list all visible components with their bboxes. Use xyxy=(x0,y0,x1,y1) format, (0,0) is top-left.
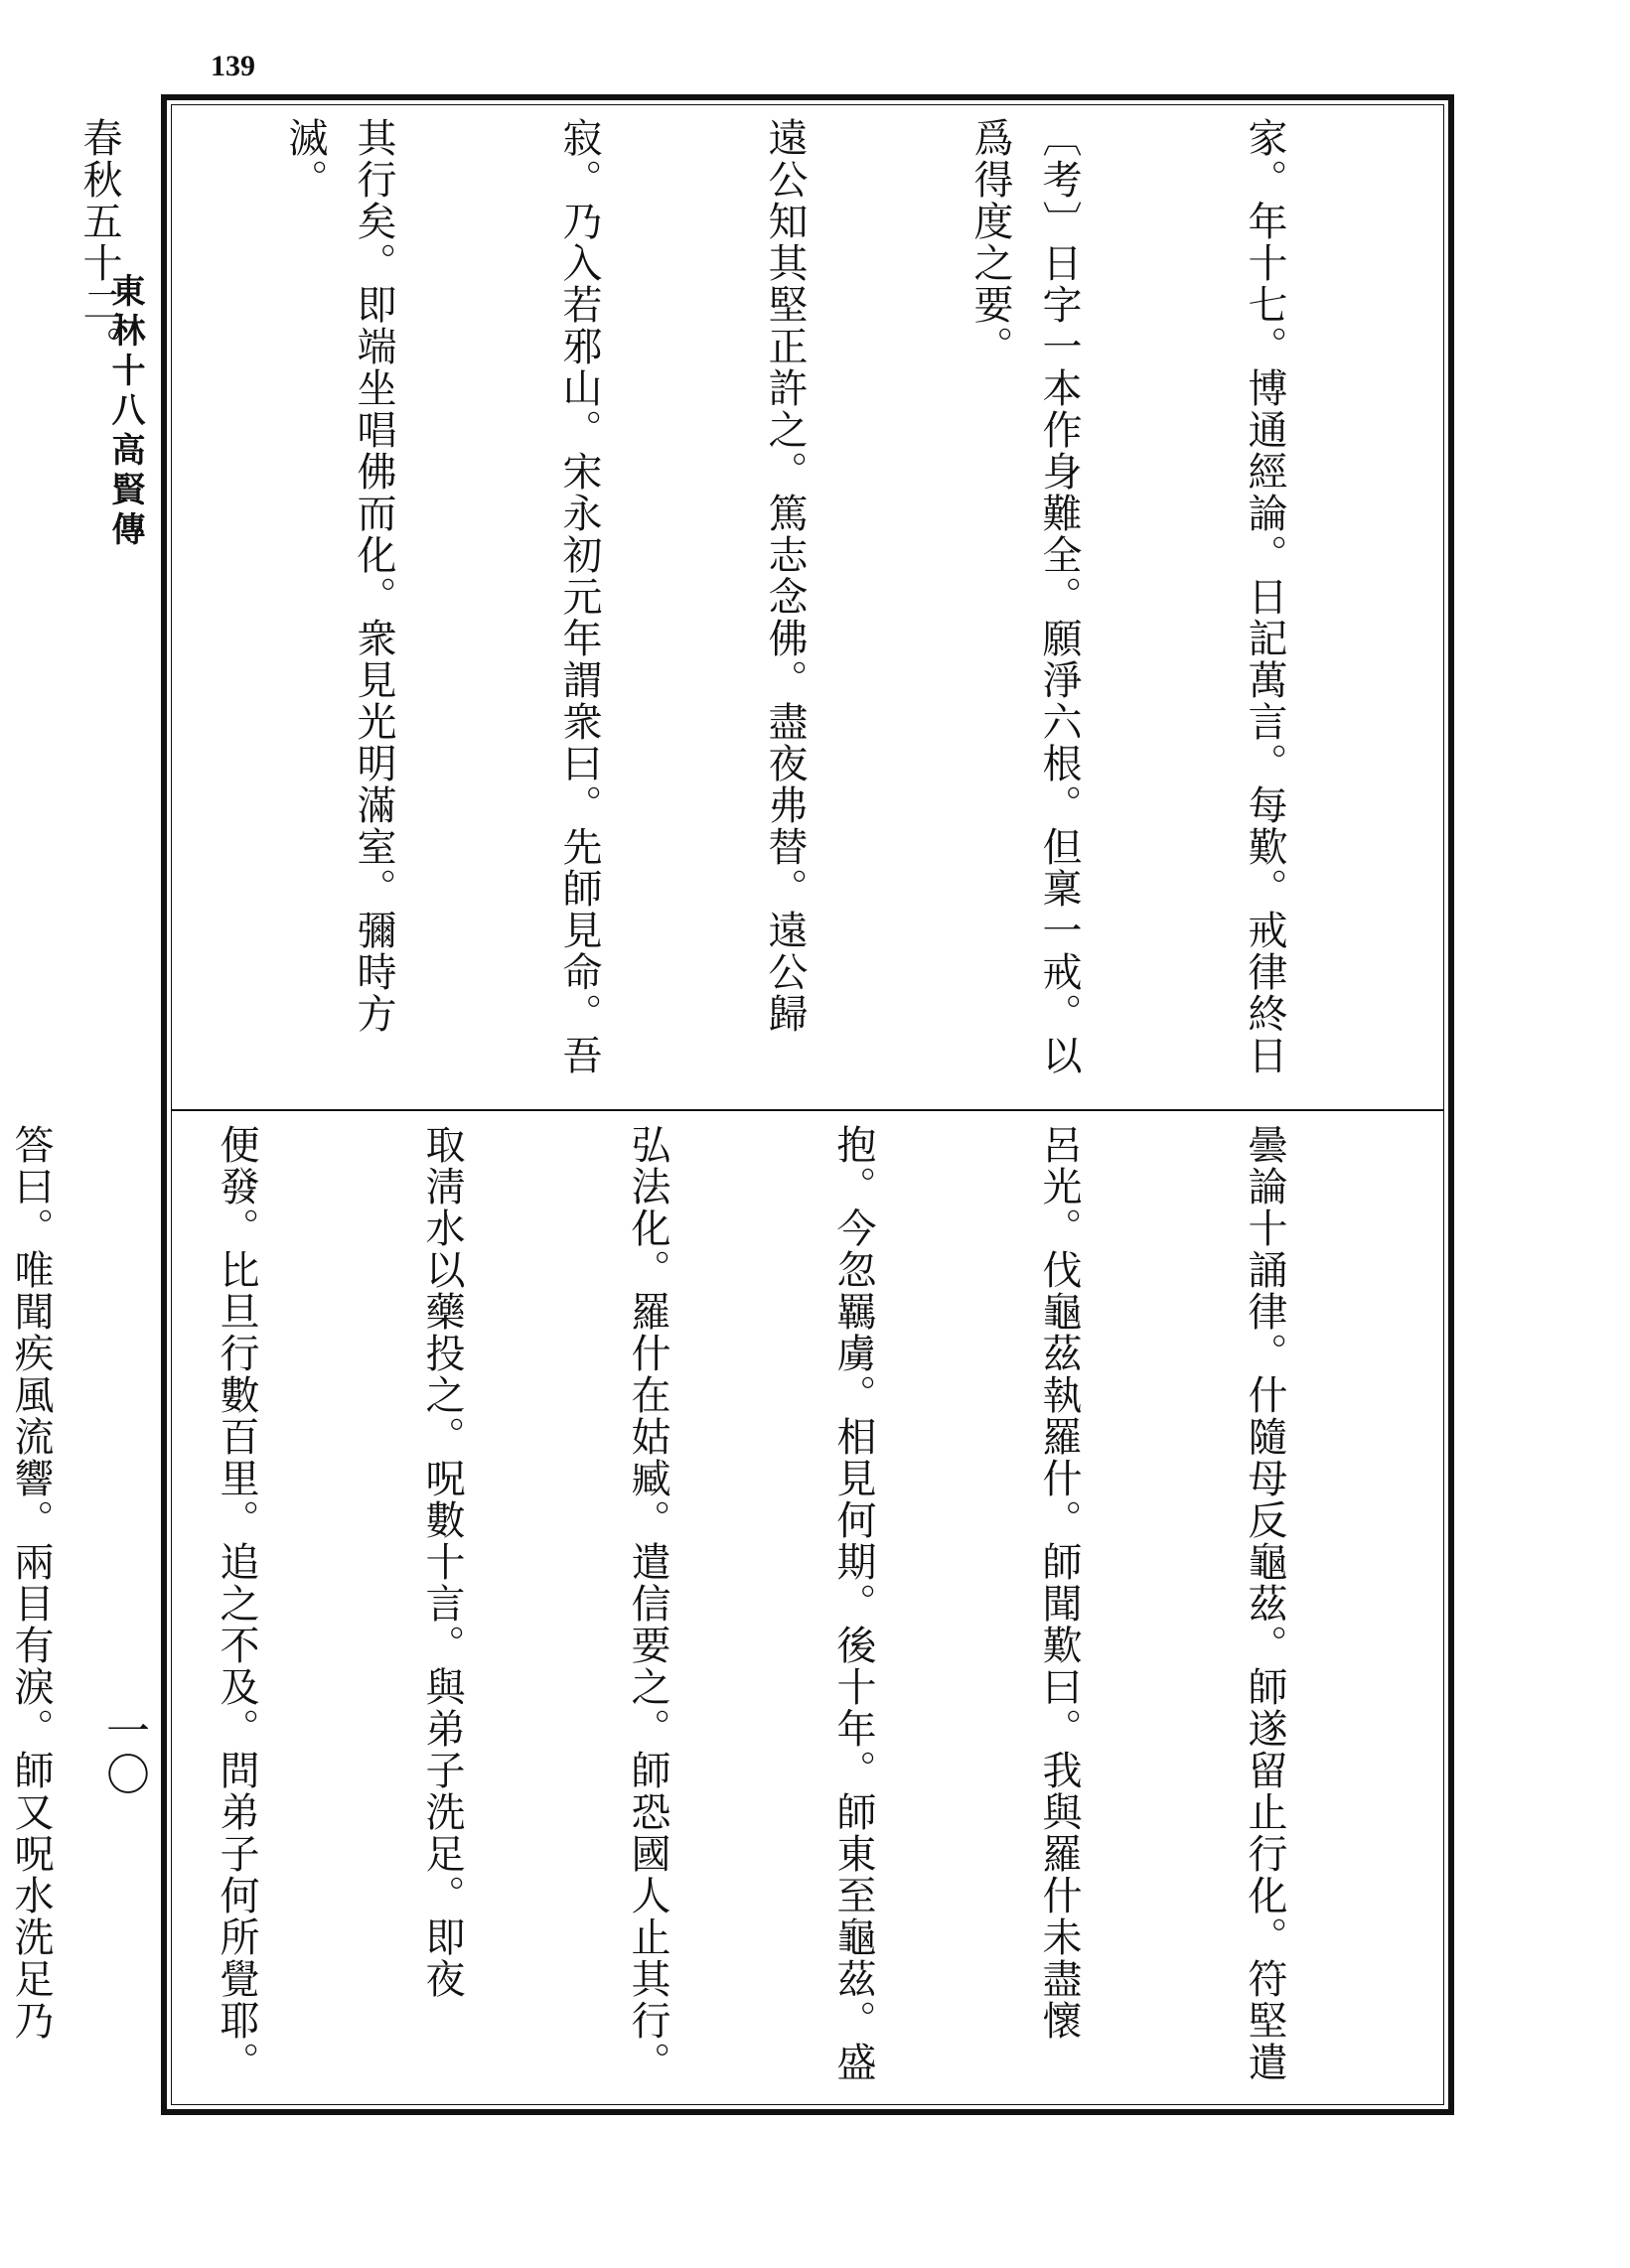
text-column: 遠公知其堅正許之。篤志念佛。盡夜弗替。遠公歸 xyxy=(762,117,808,1035)
text-column: 抱。今忽羈虜。相見何期。後十年。師東至龜茲。盛 xyxy=(830,1124,876,2083)
register-divider xyxy=(171,1109,1444,1111)
text-column: 曇論十誦律。什隨母反龜茲。師遂留止行化。符堅遣 xyxy=(1242,1124,1287,2083)
text-column: 答曰。唯聞疾風流響。兩目有淚。師又呪水洗足乃 xyxy=(8,1124,54,2042)
text-column: 家。年十七。博通經論。日記萬言。每歎。戒律終日 xyxy=(1242,117,1287,1076)
text-column: 呂光。伐龜茲執羅什。師聞歎曰。我與羅什未盡懷 xyxy=(1036,1124,1082,2042)
text-column: 取淸水以藥投之。呪數十言。與弟子洗足。即夜 xyxy=(419,1124,465,2000)
text-column: 弘法化。羅什在姑臧。遣信要之。師恐國人止其行。 xyxy=(625,1124,670,2083)
text-column: 春秋五十二。 xyxy=(76,117,122,367)
folio-number: 一〇 xyxy=(98,1708,149,1795)
text-column: 〔考〕日字一本作身難全。願淨六根。但稟一戒。以爲得度之要。 xyxy=(967,117,1082,1076)
text-column: 寂。乃入若邪山。宋永初元年謂衆曰。先師見命。吾 xyxy=(556,117,602,1076)
margin-running-title: 東林十八高賢傳 xyxy=(105,273,145,551)
text-column: 便發。比旦行數百里。追之不及。問弟子何所覺耶。 xyxy=(214,1124,259,2083)
page-number: 139 xyxy=(211,50,255,82)
text-column: 其行矣。即端坐唱佛而化。衆見光明滿室。彌時方滅。 xyxy=(282,117,396,1035)
